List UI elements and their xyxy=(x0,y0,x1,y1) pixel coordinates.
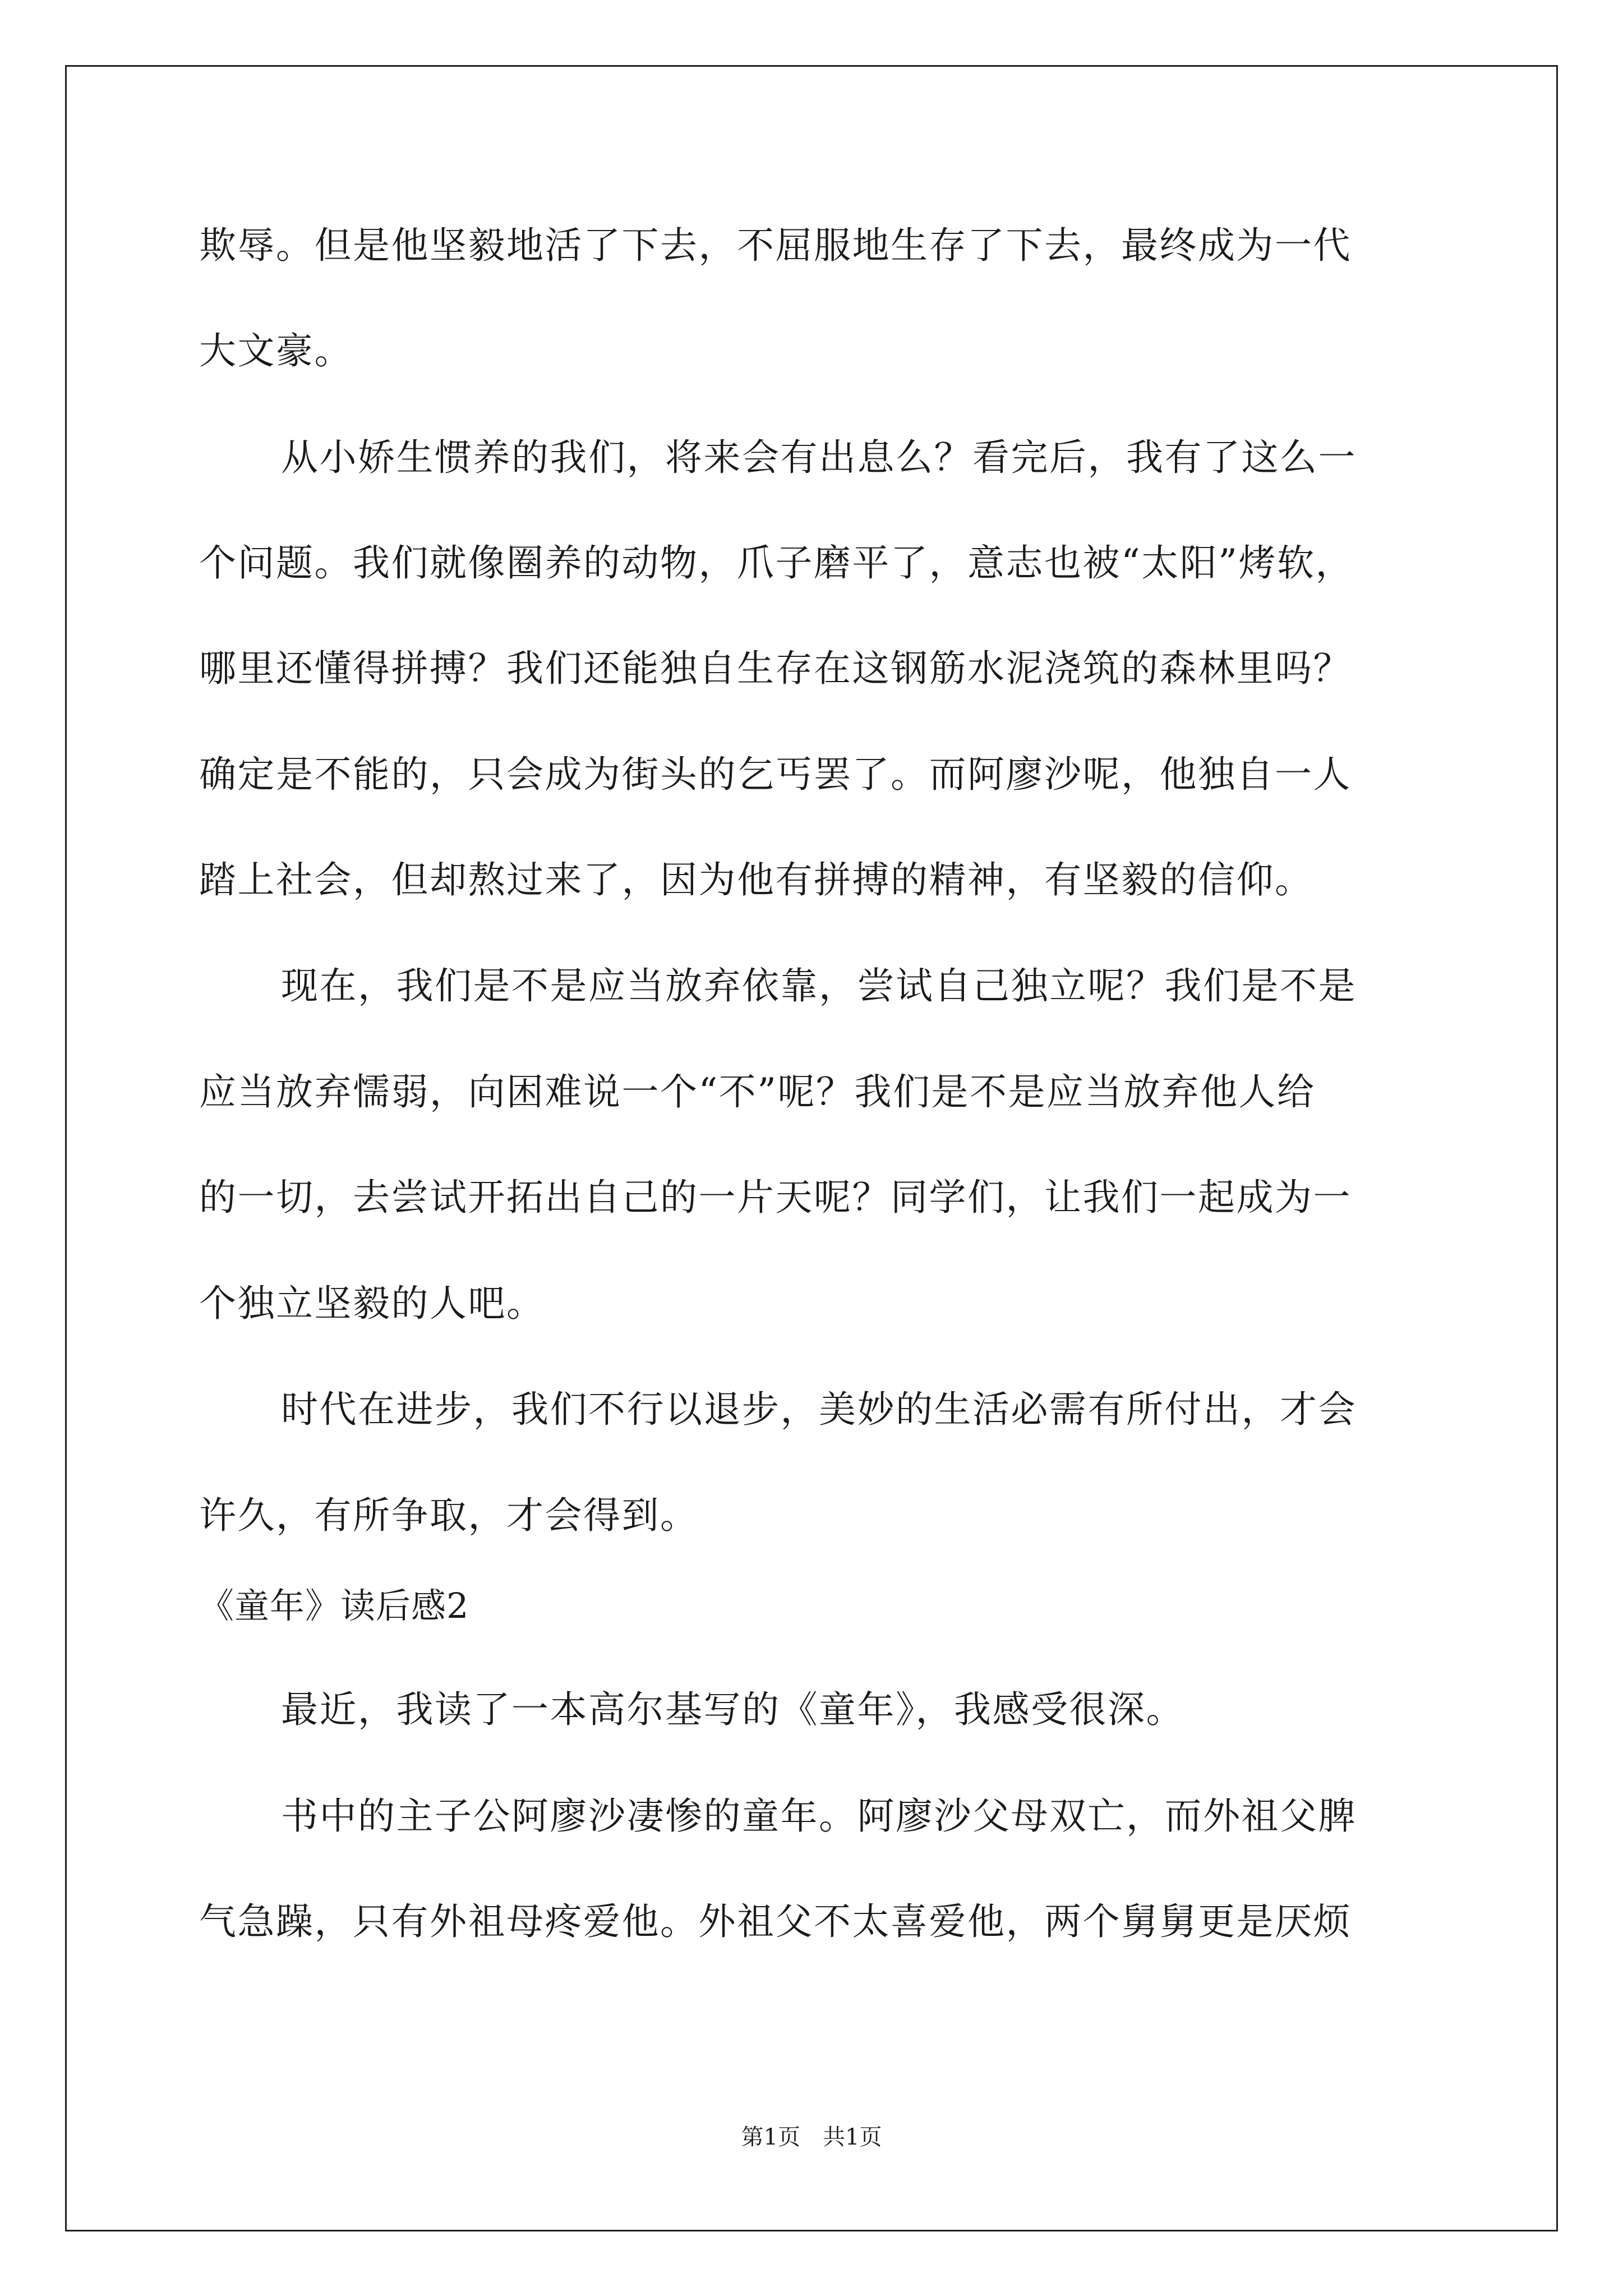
paragraph-start-line: 时代在进步，我们不行以退步，美妙的生活必需有所付出，才会 xyxy=(281,1388,1357,1431)
text-line: 个独立坚毅的人吧。 xyxy=(199,1282,545,1325)
section-heading: 《童年》读后感2 xyxy=(199,1585,469,1626)
paragraph-start-line: 最近，我读了一本高尔基写的《童年》，我感受很深。 xyxy=(281,1688,1184,1731)
text-line: 踏上社会，但却熬过来了，因为他有拼搏的精神，有坚毅的信仰。 xyxy=(199,858,1313,901)
text-line: 个问题。我们就像圈养的动物，爪子磨平了，意志也被“太阳”烤软， xyxy=(199,541,1354,585)
text-line: 哪里还懂得拼搏？我们还能独自生存在这钢筋水泥浇筑的森林里吗？ xyxy=(199,647,1352,690)
paragraph-start-line: 从小娇生惯养的我们，将来会有出息么？看完后，我有了这么一 xyxy=(281,436,1357,479)
paragraph-start-line: 书中的主子公阿廖沙凄惨的童年。阿廖沙父母双亡，而外祖父脾 xyxy=(281,1795,1357,1838)
text-line: 大文豪。 xyxy=(199,329,353,372)
text-line: 欺辱。但是他坚毅地活了下去，不屈服地生存了下去，最终成为一代 xyxy=(199,224,1352,267)
text-line: 的一切，去尝试开拓出自己的一片天呢？同学们，让我们一起成为一 xyxy=(199,1176,1352,1219)
text-line: 气急躁，只有外祖母疼爱他。外祖父不太喜爱他，两个舅舅更是厌烦 xyxy=(199,1900,1352,1943)
page-footer: 第1页 共1页 xyxy=(741,2124,882,2150)
paragraph-start-line: 现在，我们是不是应当放弃依靠，尝试自己独立呢？我们是不是 xyxy=(281,964,1357,1007)
text-line: 许久，有所争取，才会得到。 xyxy=(199,1494,699,1537)
text-line: 应当放弃懦弱，向困难说一个“不”呢？我们是不是应当放弃他人给 xyxy=(199,1070,1316,1114)
text-line: 确定是不能的，只会成为街头的乞丐罢了。而阿廖沙呢，他独自一人 xyxy=(199,753,1352,796)
